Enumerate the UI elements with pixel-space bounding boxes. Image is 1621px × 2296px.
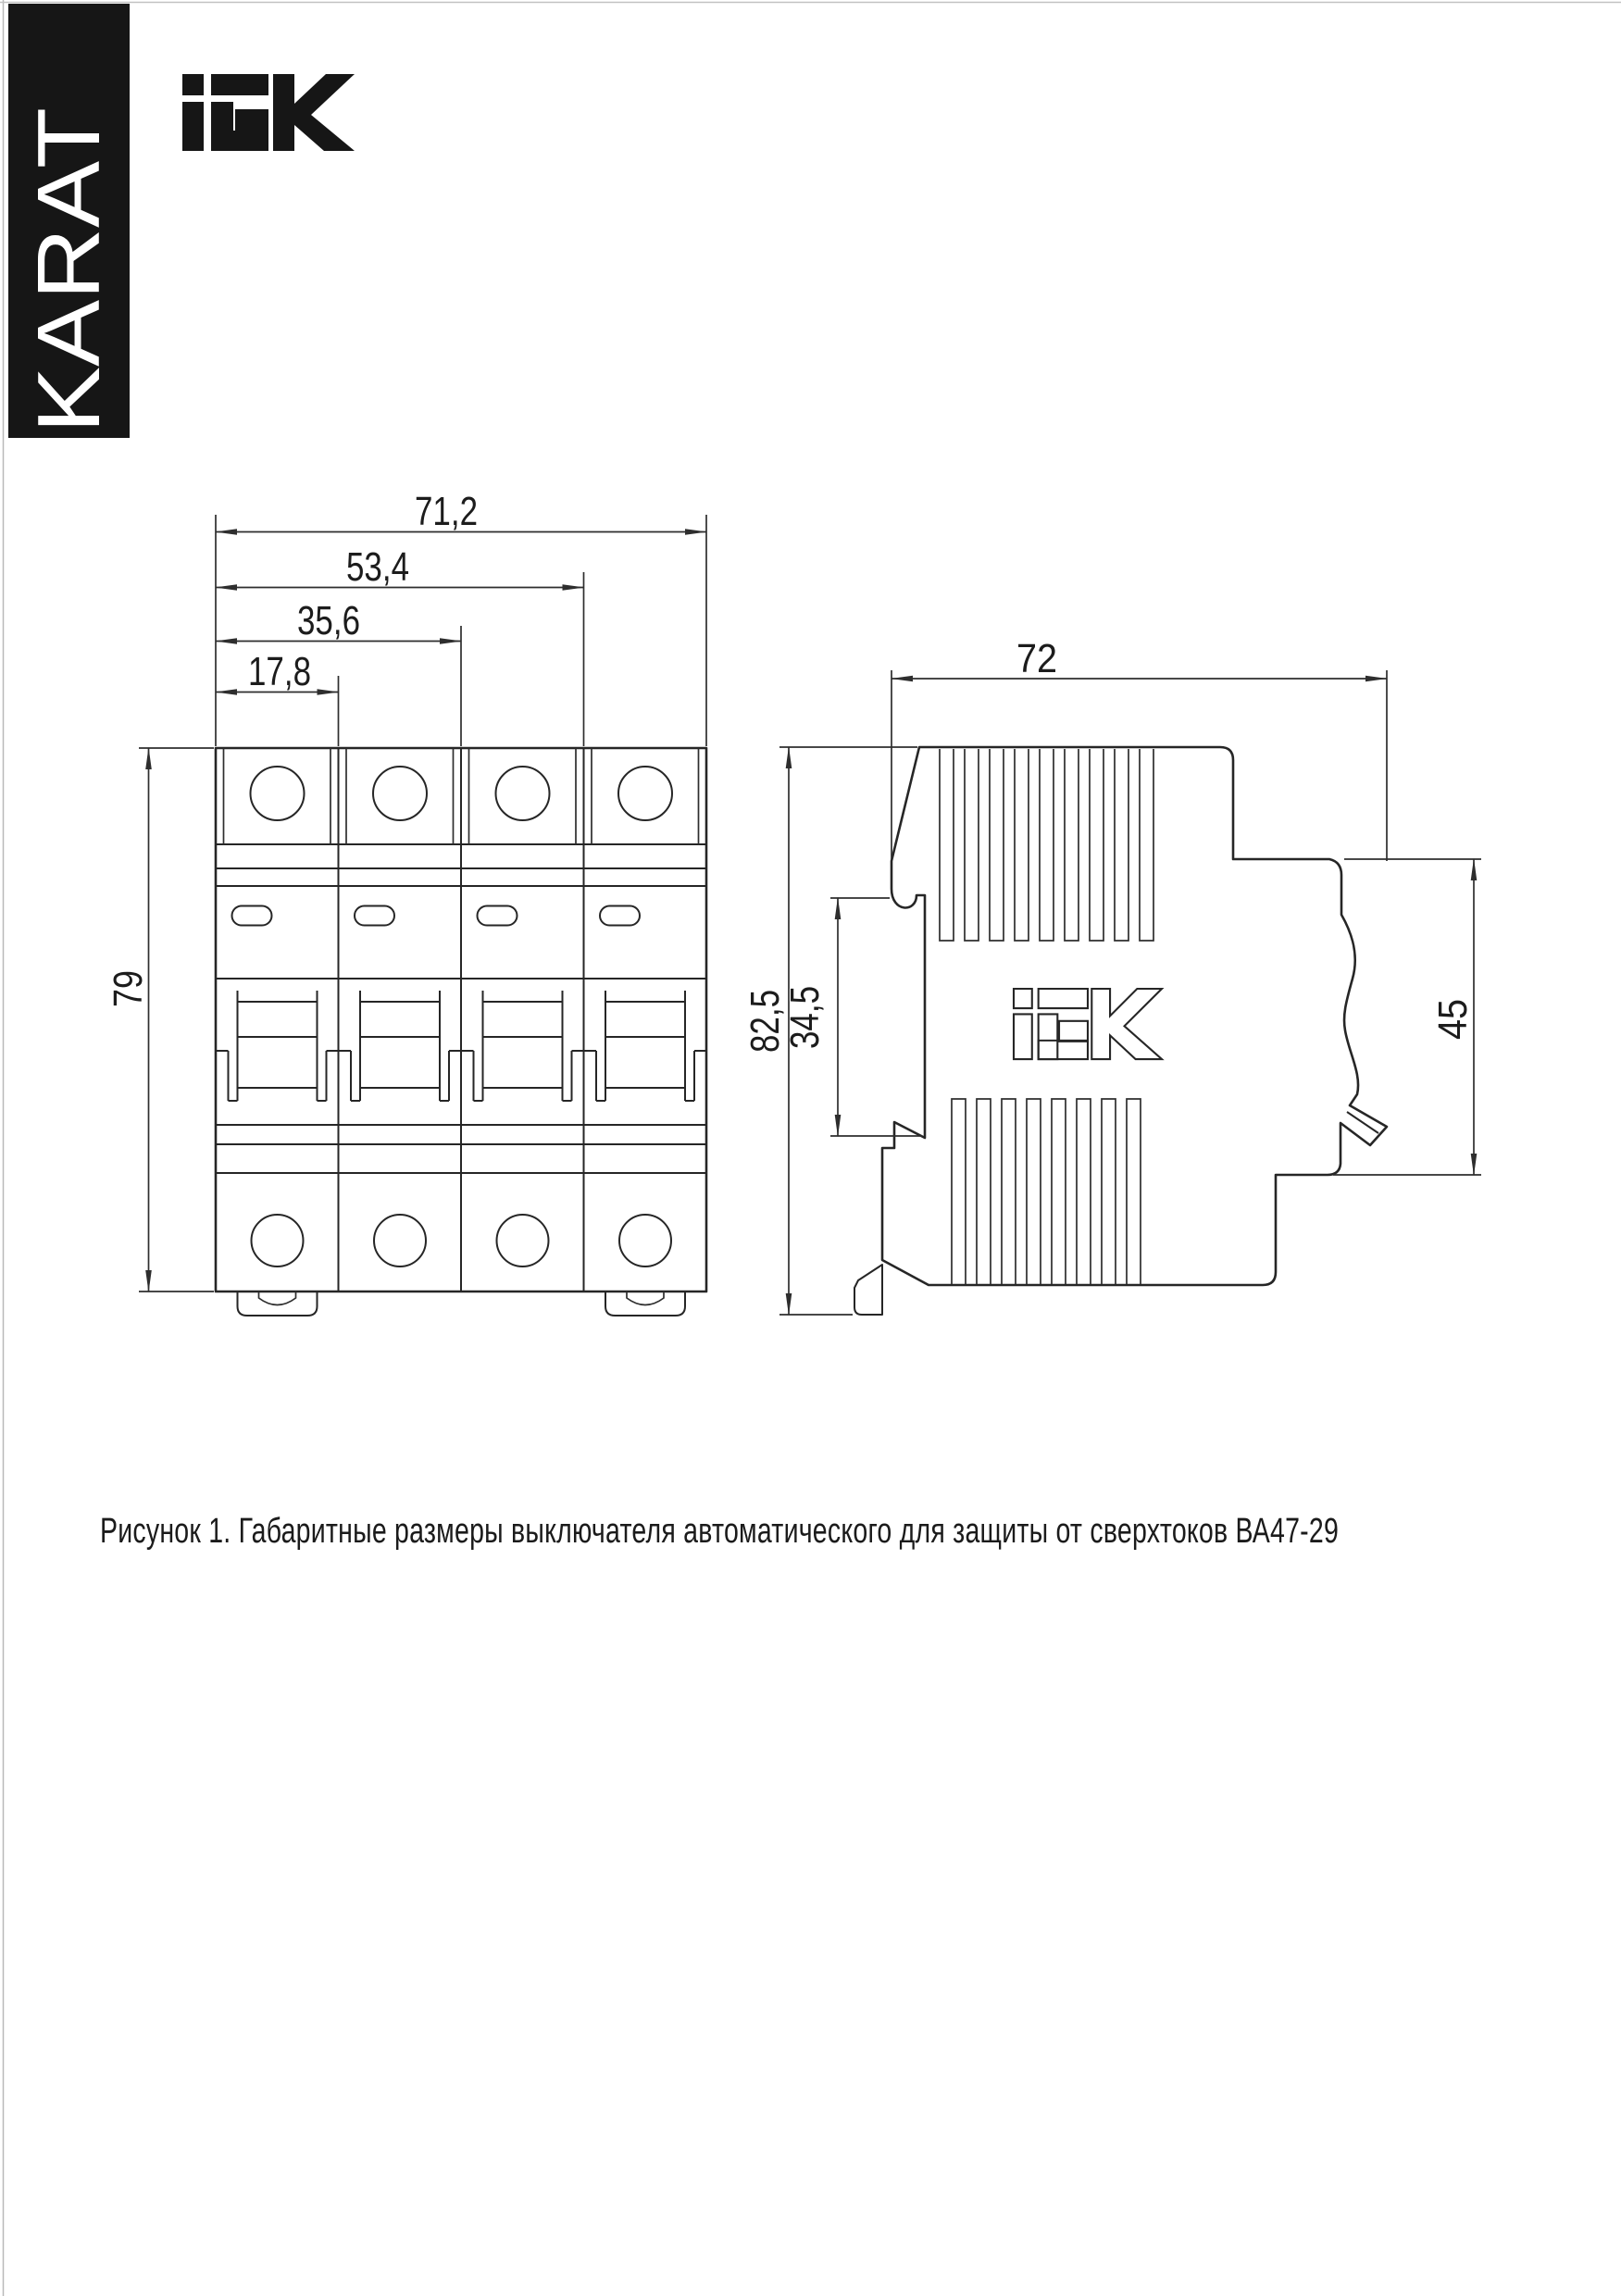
dim-label-side-height: 82,5 — [742, 973, 788, 1053]
dim-label-1-module: 17,8 — [248, 649, 311, 694]
dim-label-3-modules: 53,4 — [346, 544, 409, 590]
dim-label-front-part-height: 45 — [1430, 994, 1476, 1040]
iek-logo-i-body — [182, 102, 204, 151]
din-rail-clip-side — [854, 1265, 882, 1315]
din-rail-clips-front — [238, 1292, 686, 1316]
iek-logo-i-dot — [182, 74, 204, 95]
iek-logo-e-bottom — [211, 131, 268, 151]
iek-logo — [182, 74, 355, 151]
iek-logo-e-top — [211, 74, 268, 95]
dim-label-overall-width: 71,2 — [415, 489, 478, 534]
front-view-dimensions — [106, 489, 706, 1292]
front-view-body — [216, 748, 706, 1316]
dim-label-din-slot: 34,5 — [782, 969, 828, 1049]
figure-caption: Рисунок 1. Габаритные размеры выключателя автоматического для защиты от сверхтоков ВА47-29 — [100, 1512, 1340, 1551]
dim-label-2-modules: 35,6 — [297, 598, 360, 643]
front-view — [106, 489, 706, 1316]
front-extension-lines — [139, 515, 706, 1292]
vent-slots-upper — [940, 749, 1153, 941]
iek-logo-e-mid — [235, 109, 268, 131]
karat-banner — [8, 4, 130, 438]
vent-slots-lower — [952, 1099, 1141, 1284]
side-view-body — [854, 747, 1387, 1315]
side-extension-lines — [779, 670, 1481, 1315]
dim-label-front-height: 79 — [106, 962, 151, 1007]
module-divider-lines — [339, 748, 584, 1292]
side-view-dimensions — [742, 636, 1481, 1315]
karat-banner-label: KARAT — [19, 144, 118, 433]
iek-logo-k — [273, 74, 355, 151]
iek-logo-side — [1014, 989, 1162, 1059]
dim-label-depth: 72 — [1016, 636, 1057, 681]
side-view — [742, 636, 1481, 1315]
indicator-window-slots — [232, 906, 641, 926]
